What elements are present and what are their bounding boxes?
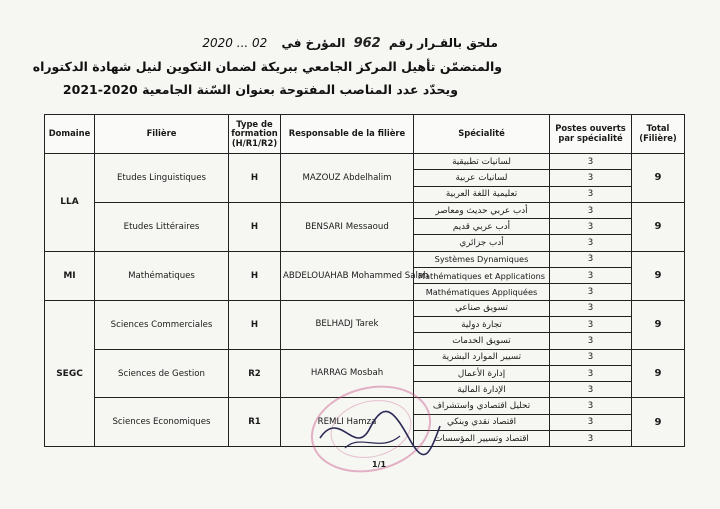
header-postes: Postes ouverts par spécialité	[550, 115, 632, 154]
specialite-cell: إدارة الأعمال	[414, 365, 550, 381]
postes-cell: 3	[550, 349, 632, 365]
postes-cell: 3	[550, 251, 632, 267]
specialite-cell: تسويق الخدمات	[414, 333, 550, 349]
header-type: Type de formation (H/R1/R2)	[229, 115, 281, 154]
table-row	[45, 349, 685, 365]
specialite-cell: لسانيات تطبيقية	[414, 154, 550, 170]
specialite-cell: تعليمية اللغة العربية	[414, 186, 550, 202]
type-cell: H	[229, 202, 281, 251]
responsable-cell: BELHADJ Tarek	[281, 300, 414, 349]
total-cell: 9	[632, 202, 685, 251]
decree-number: 962	[353, 36, 381, 51]
table-row	[45, 300, 685, 316]
decree-prefix: ملحق بالقـرار رقم	[388, 36, 498, 50]
responsable-cell: REMLI Hamza	[281, 398, 414, 447]
responsable-cell: ABDELOUAHAB Mohammed Salah	[281, 251, 414, 300]
postes-cell: 3	[550, 170, 632, 186]
filiere-cell: Mathématiques	[95, 251, 229, 300]
postes-cell: 3	[550, 202, 632, 218]
header-line-positions: ويحدّد عدد المناصب المفتوحة بعنوان السّنة الجامعية 2020-2021	[62, 82, 458, 97]
specialite-cell: تحليل اقتصادي واستشراف	[414, 398, 550, 414]
header-line-decree	[202, 36, 498, 51]
filiere-cell: Sciences de Gestion	[95, 349, 229, 398]
specialite-cell: أدب جزائري	[414, 235, 550, 251]
responsable-cell: BENSARI Messaoud	[281, 202, 414, 251]
specialite-cell: أدب عربي قديم	[414, 219, 550, 235]
specialite-cell: Systèmes Dynamiques	[414, 251, 550, 267]
postes-cell: 3	[550, 316, 632, 332]
domain-cell: LLA	[45, 154, 95, 252]
type-cell: H	[229, 300, 281, 349]
postes-cell: 3	[550, 414, 632, 430]
specialite-cell: اقتصاد نقدي وبنكي	[414, 414, 550, 430]
header-domaine: Domaine	[45, 115, 95, 154]
postes-cell: 3	[550, 268, 632, 284]
total-cell: 9	[632, 154, 685, 203]
filiere-cell: Etudes Linguistiques	[95, 154, 229, 203]
page-number: 1/1	[372, 460, 387, 469]
postes-cell: 3	[550, 382, 632, 398]
specialite-cell: الإدارة المالية	[414, 382, 550, 398]
total-cell: 9	[632, 300, 685, 349]
total-cell: 9	[632, 398, 685, 447]
header-total: Total (Filière)	[632, 115, 685, 154]
filiere-cell: Sciences Commerciales	[95, 300, 229, 349]
table-row	[45, 154, 685, 170]
postes-cell: 3	[550, 333, 632, 349]
specialite-cell: Mathématiques Appliquées	[414, 284, 550, 300]
filiere-cell: Etudes Littéraires	[95, 202, 229, 251]
postes-cell: 3	[550, 284, 632, 300]
header-filiere: Filière	[95, 115, 229, 154]
header-responsable: Responsable de la filière	[281, 115, 414, 154]
specialite-cell: تسويق صناعي	[414, 300, 550, 316]
header-specialite: Spécialité	[414, 115, 550, 154]
postes-cell: 3	[550, 235, 632, 251]
domain-cell: MI	[45, 251, 95, 300]
total-cell: 9	[632, 251, 685, 300]
table-row	[45, 251, 685, 267]
responsable-cell: MAZOUZ Abdelhalim	[281, 154, 414, 203]
postes-cell: 3	[550, 398, 632, 414]
total-cell: 9	[632, 349, 685, 398]
specialite-cell: تسيير الموارد البشرية	[414, 349, 550, 365]
specialite-cell: لسانيات عربية	[414, 170, 550, 186]
specialite-cell: أدب عربي حديث ومعاصر	[414, 202, 550, 218]
decree-date: 02 ... 2020	[202, 36, 268, 50]
postes-cell: 3	[550, 154, 632, 170]
specialite-cell: Mathématiques et Applications	[414, 268, 550, 284]
postes-cell: 3	[550, 186, 632, 202]
header-line-subject: والمتضمّن تأهيل المركز الجامعي ببريكة لضمان التكوين لنيل شهادة الدكتوراه	[32, 59, 502, 74]
postes-cell: 3	[550, 365, 632, 381]
filiere-cell: Sciences Economiques	[95, 398, 229, 447]
postes-cell: 3	[550, 219, 632, 235]
decree-middle: المؤرخ في	[281, 36, 346, 50]
domain-cell: SEGC	[45, 300, 95, 447]
specialite-cell: تجارة دولية	[414, 316, 550, 332]
table-header-row	[45, 115, 685, 154]
type-cell: R1	[229, 398, 281, 447]
specialite-cell: اقتصاد وتسيير المؤسسات	[414, 431, 550, 447]
type-cell: R2	[229, 349, 281, 398]
postes-cell: 3	[550, 431, 632, 447]
type-cell: H	[229, 154, 281, 203]
responsable-cell: HARRAG Mosbah	[281, 349, 414, 398]
signature	[300, 398, 450, 468]
postes-cell: 3	[550, 300, 632, 316]
table-row	[45, 202, 685, 218]
type-cell: H	[229, 251, 281, 300]
